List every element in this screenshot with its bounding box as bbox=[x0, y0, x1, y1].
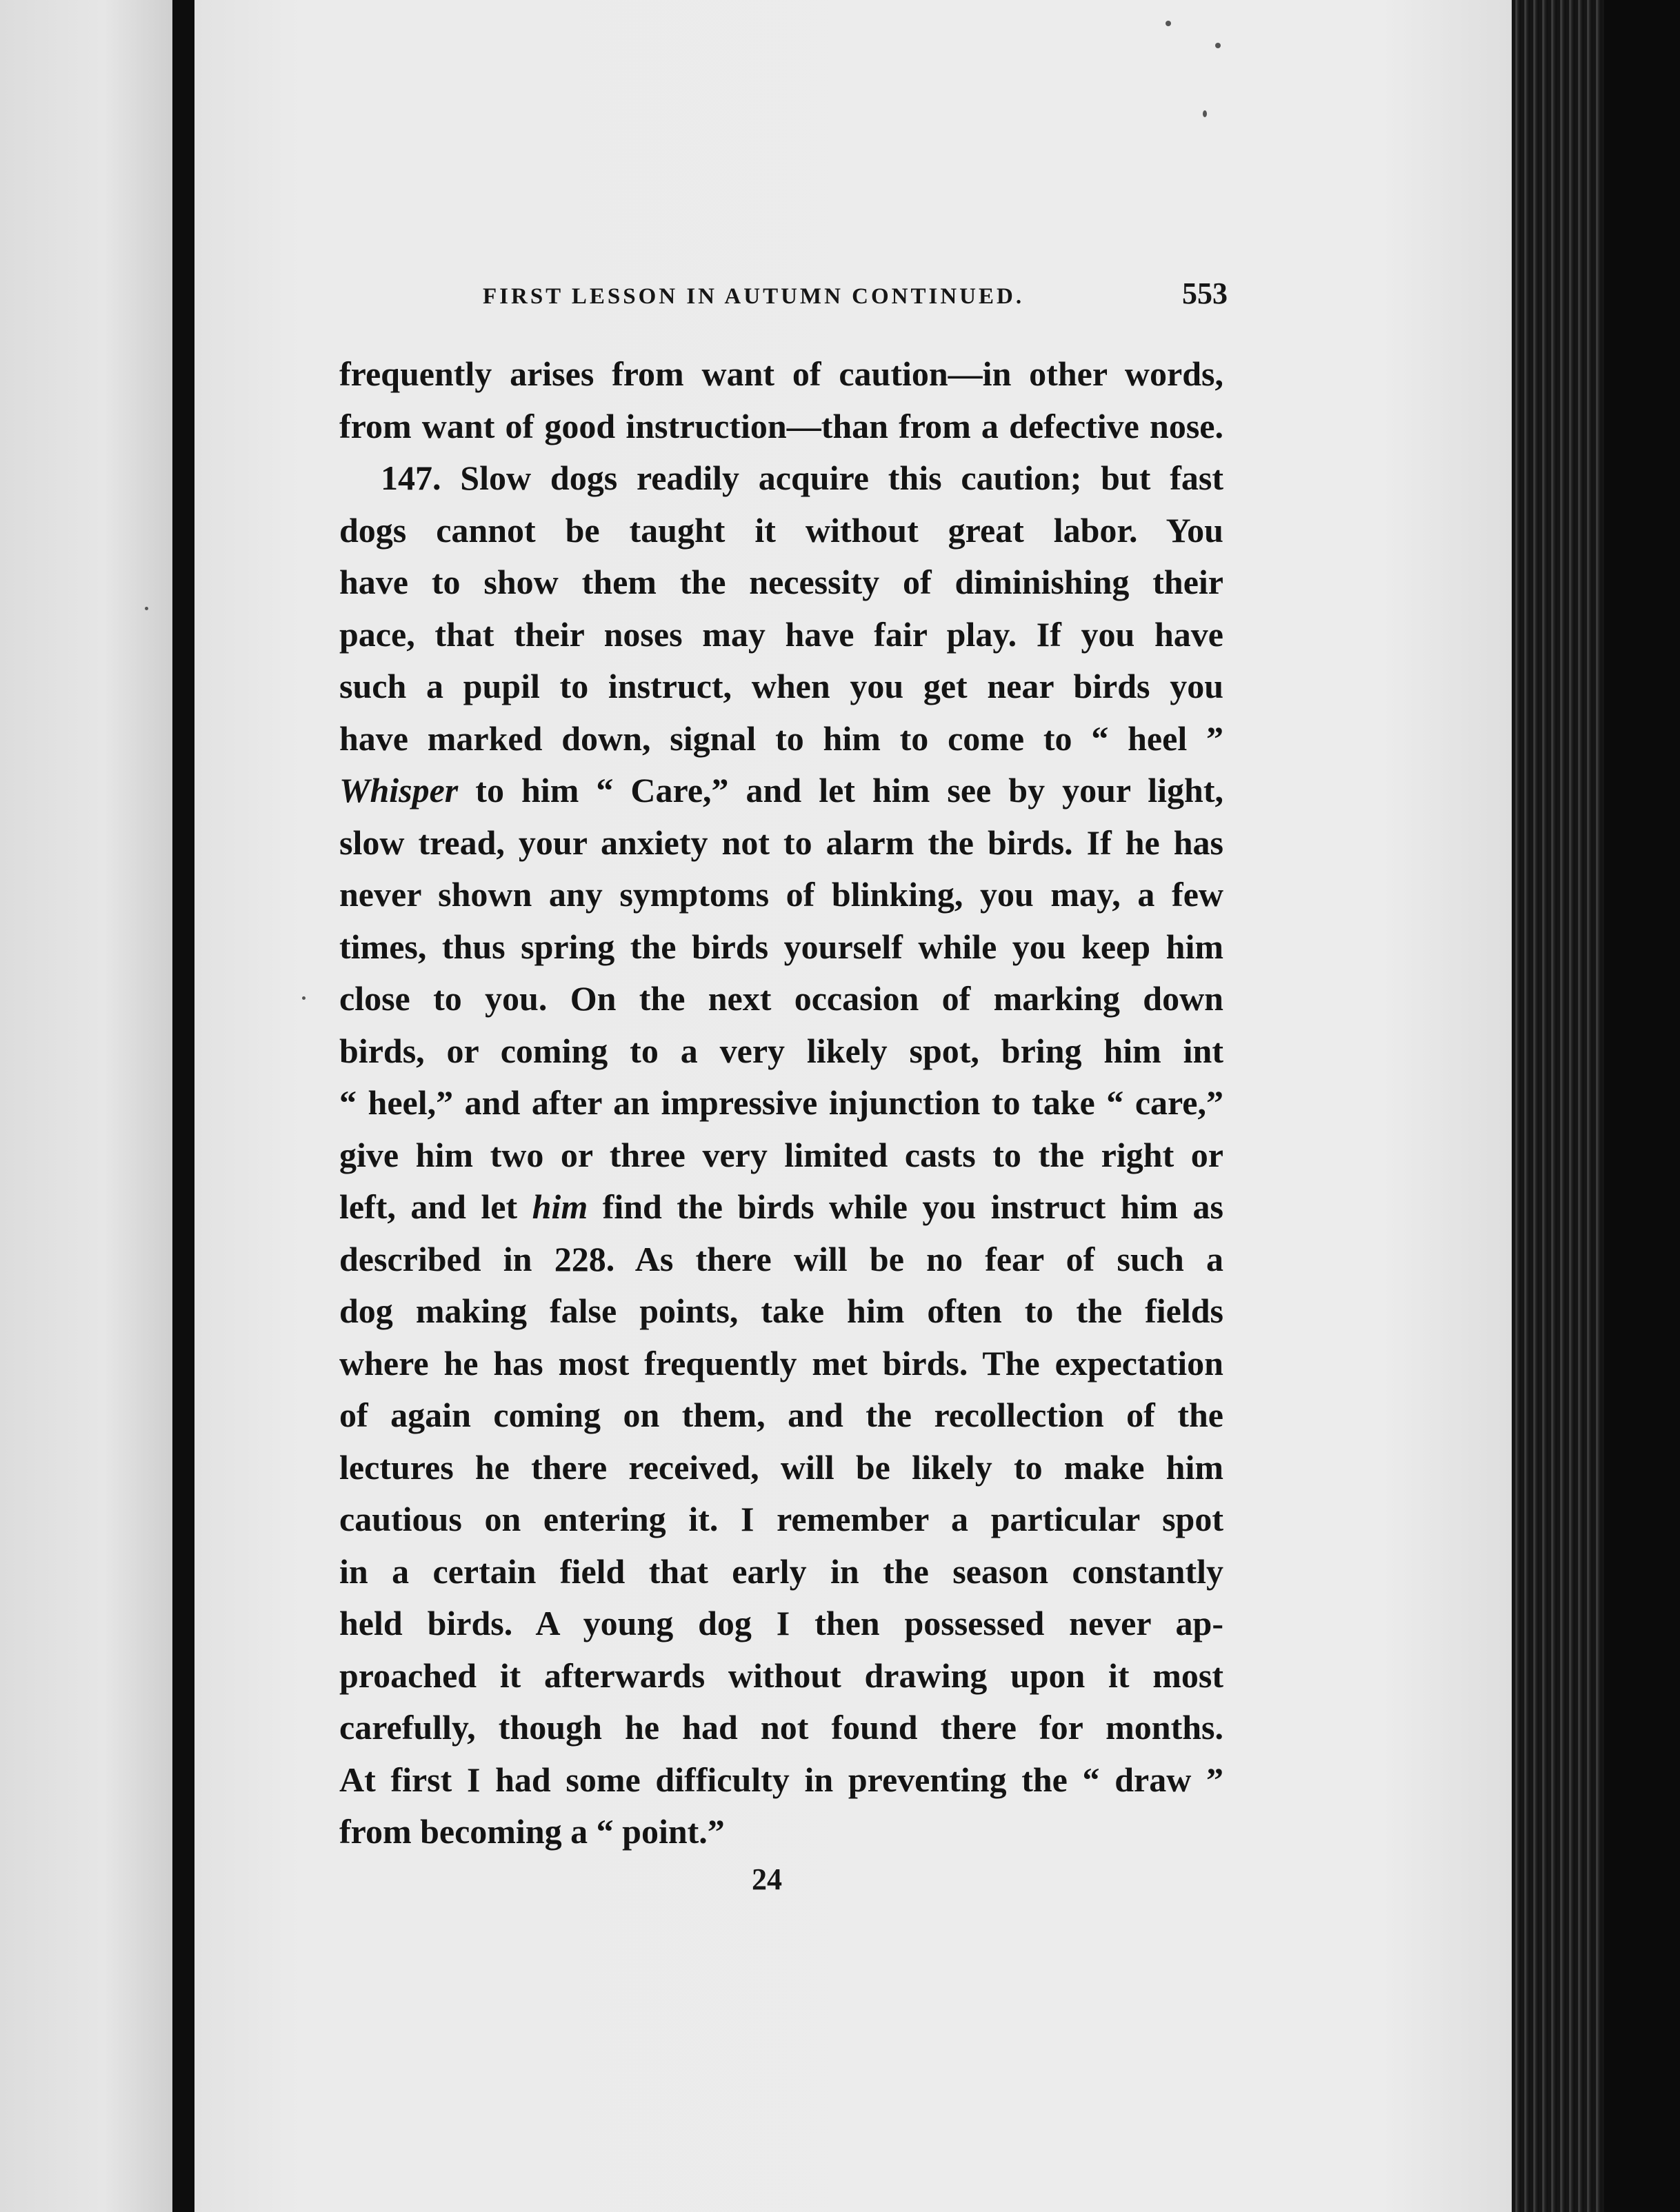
text-line: left, and let him find the birds while you instruct him as bbox=[339, 1187, 1224, 1226]
text-line: lectures he there received, will be likely to make him bbox=[339, 1447, 1223, 1487]
facing-page-edge bbox=[0, 0, 172, 2212]
text-line: have to show them the necessity of diminishing their bbox=[339, 563, 1223, 601]
italic-word: Whisper bbox=[339, 771, 459, 810]
body-text bbox=[339, 348, 1223, 1858]
text-line: frequently arises from want of caution—in other words, bbox=[339, 354, 1223, 393]
text-line: dogs cannot be taught it without great labor. You bbox=[339, 510, 1223, 550]
running-head-title: FIRST LESSON IN AUTUMN CONTINUED. bbox=[483, 284, 1025, 309]
text-line: times, thus spring the birds yourself while you keep him bbox=[339, 927, 1223, 966]
book-gutter bbox=[172, 0, 194, 2212]
text-line: proached it afterwards without drawing upon it most bbox=[339, 1656, 1223, 1695]
text-line: have marked down, signal to him to come to “ heel ” bbox=[339, 718, 1223, 758]
text-line: “ heel,” and after an impressive injunction to take “ care,” bbox=[339, 1083, 1223, 1122]
text-line: At first I had some difficulty in preventing the “ draw ” bbox=[339, 1760, 1223, 1799]
paper-speck bbox=[1203, 110, 1207, 117]
text-line: where he has most frequently met birds. The expectation bbox=[339, 1343, 1223, 1382]
text-line: of again coming on them, and the recollection of the bbox=[339, 1396, 1223, 1434]
text-line: in a certain field that early in the season constantly bbox=[339, 1551, 1223, 1591]
italic-word: him bbox=[532, 1187, 588, 1226]
paragraph-start-line: 147. Slow dogs readily acquire this caution; but fast bbox=[381, 459, 1223, 497]
running-head bbox=[483, 276, 1228, 324]
text-line: pace, that their noses may have fair play. If you have bbox=[339, 614, 1223, 654]
text-line: close to you. On the next occasion of marking down bbox=[339, 979, 1223, 1018]
text-line: slow tread, your anxiety not to alarm the birds. If he has bbox=[339, 823, 1223, 862]
signature-mark: 24 bbox=[752, 1862, 782, 1896]
page-number: 553 bbox=[1182, 276, 1228, 310]
text-line: dog making false points, take him often to the fields bbox=[339, 1291, 1223, 1330]
paper-speck bbox=[145, 607, 148, 610]
text-line: birds, or coming to a very likely spot, bring him int bbox=[339, 1031, 1223, 1070]
text-line: never shown any symptoms of blinking, you may, a few bbox=[339, 875, 1223, 914]
text-line: carefully, though he had not found there for months. bbox=[339, 1708, 1223, 1747]
page-stack-edge bbox=[1512, 0, 1680, 2212]
text-line: cautious on entering it. I remember a particular spot bbox=[339, 1500, 1223, 1538]
text-line: give him two or three very limited casts to the right or bbox=[339, 1135, 1223, 1174]
text-line: from becoming a “ point.” bbox=[339, 1812, 725, 1851]
paper-speck bbox=[1215, 43, 1221, 48]
text-line: such a pupil to instruct, when you get near birds you bbox=[339, 667, 1223, 705]
text-line: from want of good instruction—than from a defective nose. bbox=[339, 406, 1223, 445]
paper-speck bbox=[302, 996, 306, 1000]
text-line: held birds. A young dog I then possessed never ap- bbox=[339, 1604, 1223, 1642]
paper-speck bbox=[1166, 21, 1171, 26]
text-line: Whisper to him “ Care,” and let him see by your light, bbox=[339, 771, 1223, 810]
text-line: described in 228. As there will be no fear of such a bbox=[339, 1239, 1223, 1278]
